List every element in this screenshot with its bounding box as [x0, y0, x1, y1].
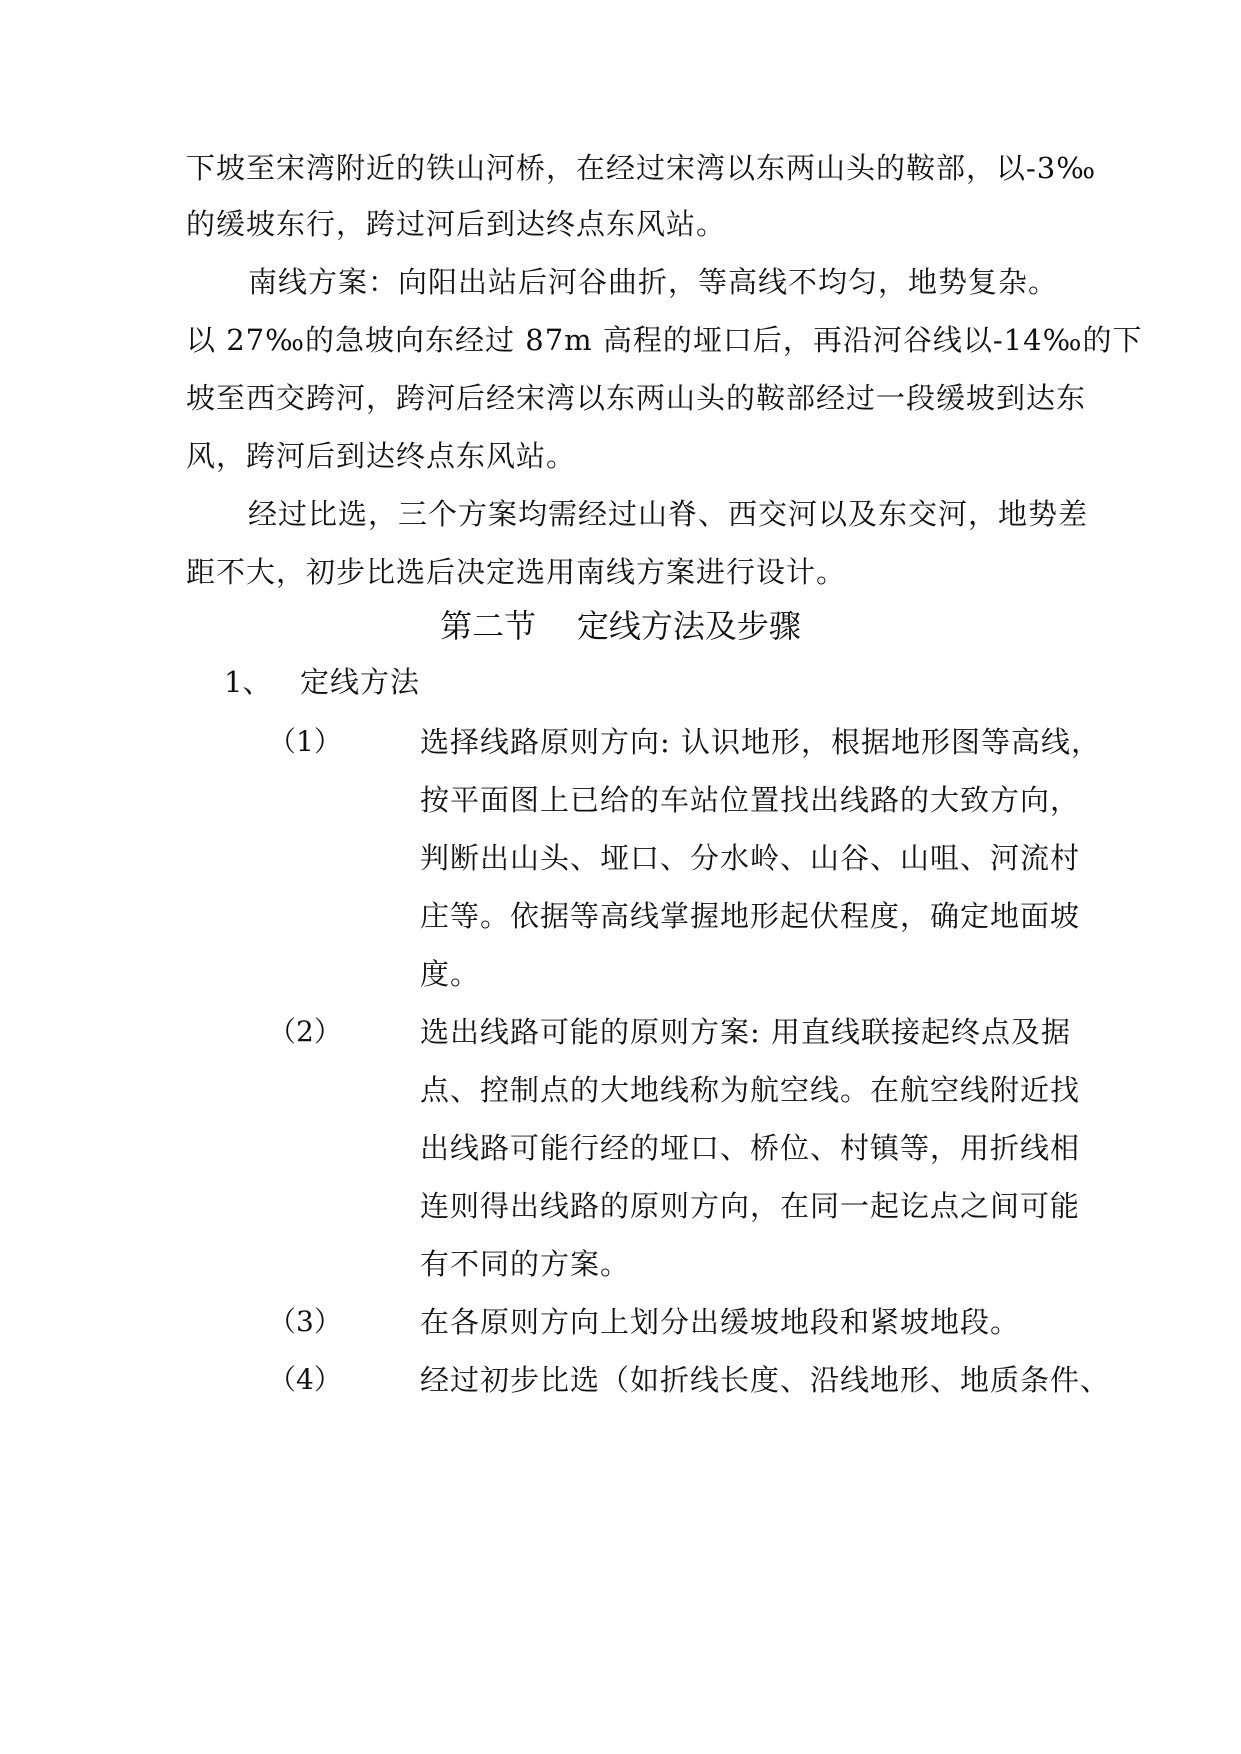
paragraph-1-line-1: 下坡至宋湾附近的铁山河桥，在经过宋湾以东两山头的鞍部，以-3‰ [186, 151, 1097, 185]
subitem-1-line-4: 庄等。依据等高线掌握地形起伏程度，确定地面坡 [420, 899, 1081, 933]
paragraph-3-line-2: 距不大，初步比选后决定选用南线方案进行设计。 [186, 555, 847, 589]
subitem-4-line-1: 经过初步比选（如折线长度、沿线地形、地质条件、 [420, 1363, 1111, 1397]
paragraph-3-line-1: 经过比选，三个方案均需经过山脊、西交河以及东交河，地势差 [248, 497, 1089, 531]
subitem-1-line-1: 选择线路原则方向: 认识地形，根据地形图等高线， [420, 725, 1101, 759]
paragraph-2-line-3: 坡至西交跨河，跨河后经宋湾以东两山头的鞍部经过一段缓坡到达东 [186, 381, 1087, 415]
subitem-1-line-2: 按平面图上已给的车站位置找出线路的大致方向， [420, 783, 1081, 817]
list-item-1-number: 1、 [224, 665, 272, 699]
section-heading: 第二节 定线方法及步骤 [440, 607, 801, 645]
subitem-2-line-1: 选出线路可能的原则方案: 用直线联接起终点及据 [420, 1015, 1071, 1049]
subitem-2-line-2: 点、控制点的大地线称为航空线。在航空线附近找 [420, 1073, 1081, 1107]
subitem-1-line-3: 判断出山头、垭口、分水岭、山谷、山咀、河流村 [420, 841, 1081, 875]
subitem-2-line-4: 连则得出线路的原则方向，在同一起讫点之间可能 [420, 1189, 1081, 1223]
list-item-1-label: 定线方法 [300, 665, 421, 699]
subitem-4-number: （4） [268, 1363, 342, 1396]
subitem-2-number: （2） [268, 1015, 342, 1048]
paragraph-2-line-1: 南线方案：向阳出站后河谷曲折，等高线不均匀，地势复杂。 [248, 265, 1059, 299]
subitem-1-line-5: 度。 [420, 957, 481, 991]
subitem-2-line-5: 有不同的方案。 [420, 1247, 631, 1281]
subitem-2-line-3: 出线路可能行经的垭口、桥位、村镇等，用折线相 [420, 1131, 1081, 1165]
subitem-1-number: （1） [268, 725, 342, 758]
subitem-3-number: （3） [268, 1305, 342, 1338]
paragraph-2-line-4: 风，跨河后到达终点东风站。 [186, 439, 577, 473]
paragraph-1-line-2: 的缓坡东行，跨过河后到达终点东风站。 [186, 207, 727, 241]
subitem-3-line-1: 在各原则方向上划分出缓坡地段和紧坡地段。 [420, 1305, 1021, 1339]
paragraph-2-line-2: 以 27‰的急坡向东经过 87m 高程的垭口后，再沿河谷线以-14‰的下 [186, 323, 1143, 357]
